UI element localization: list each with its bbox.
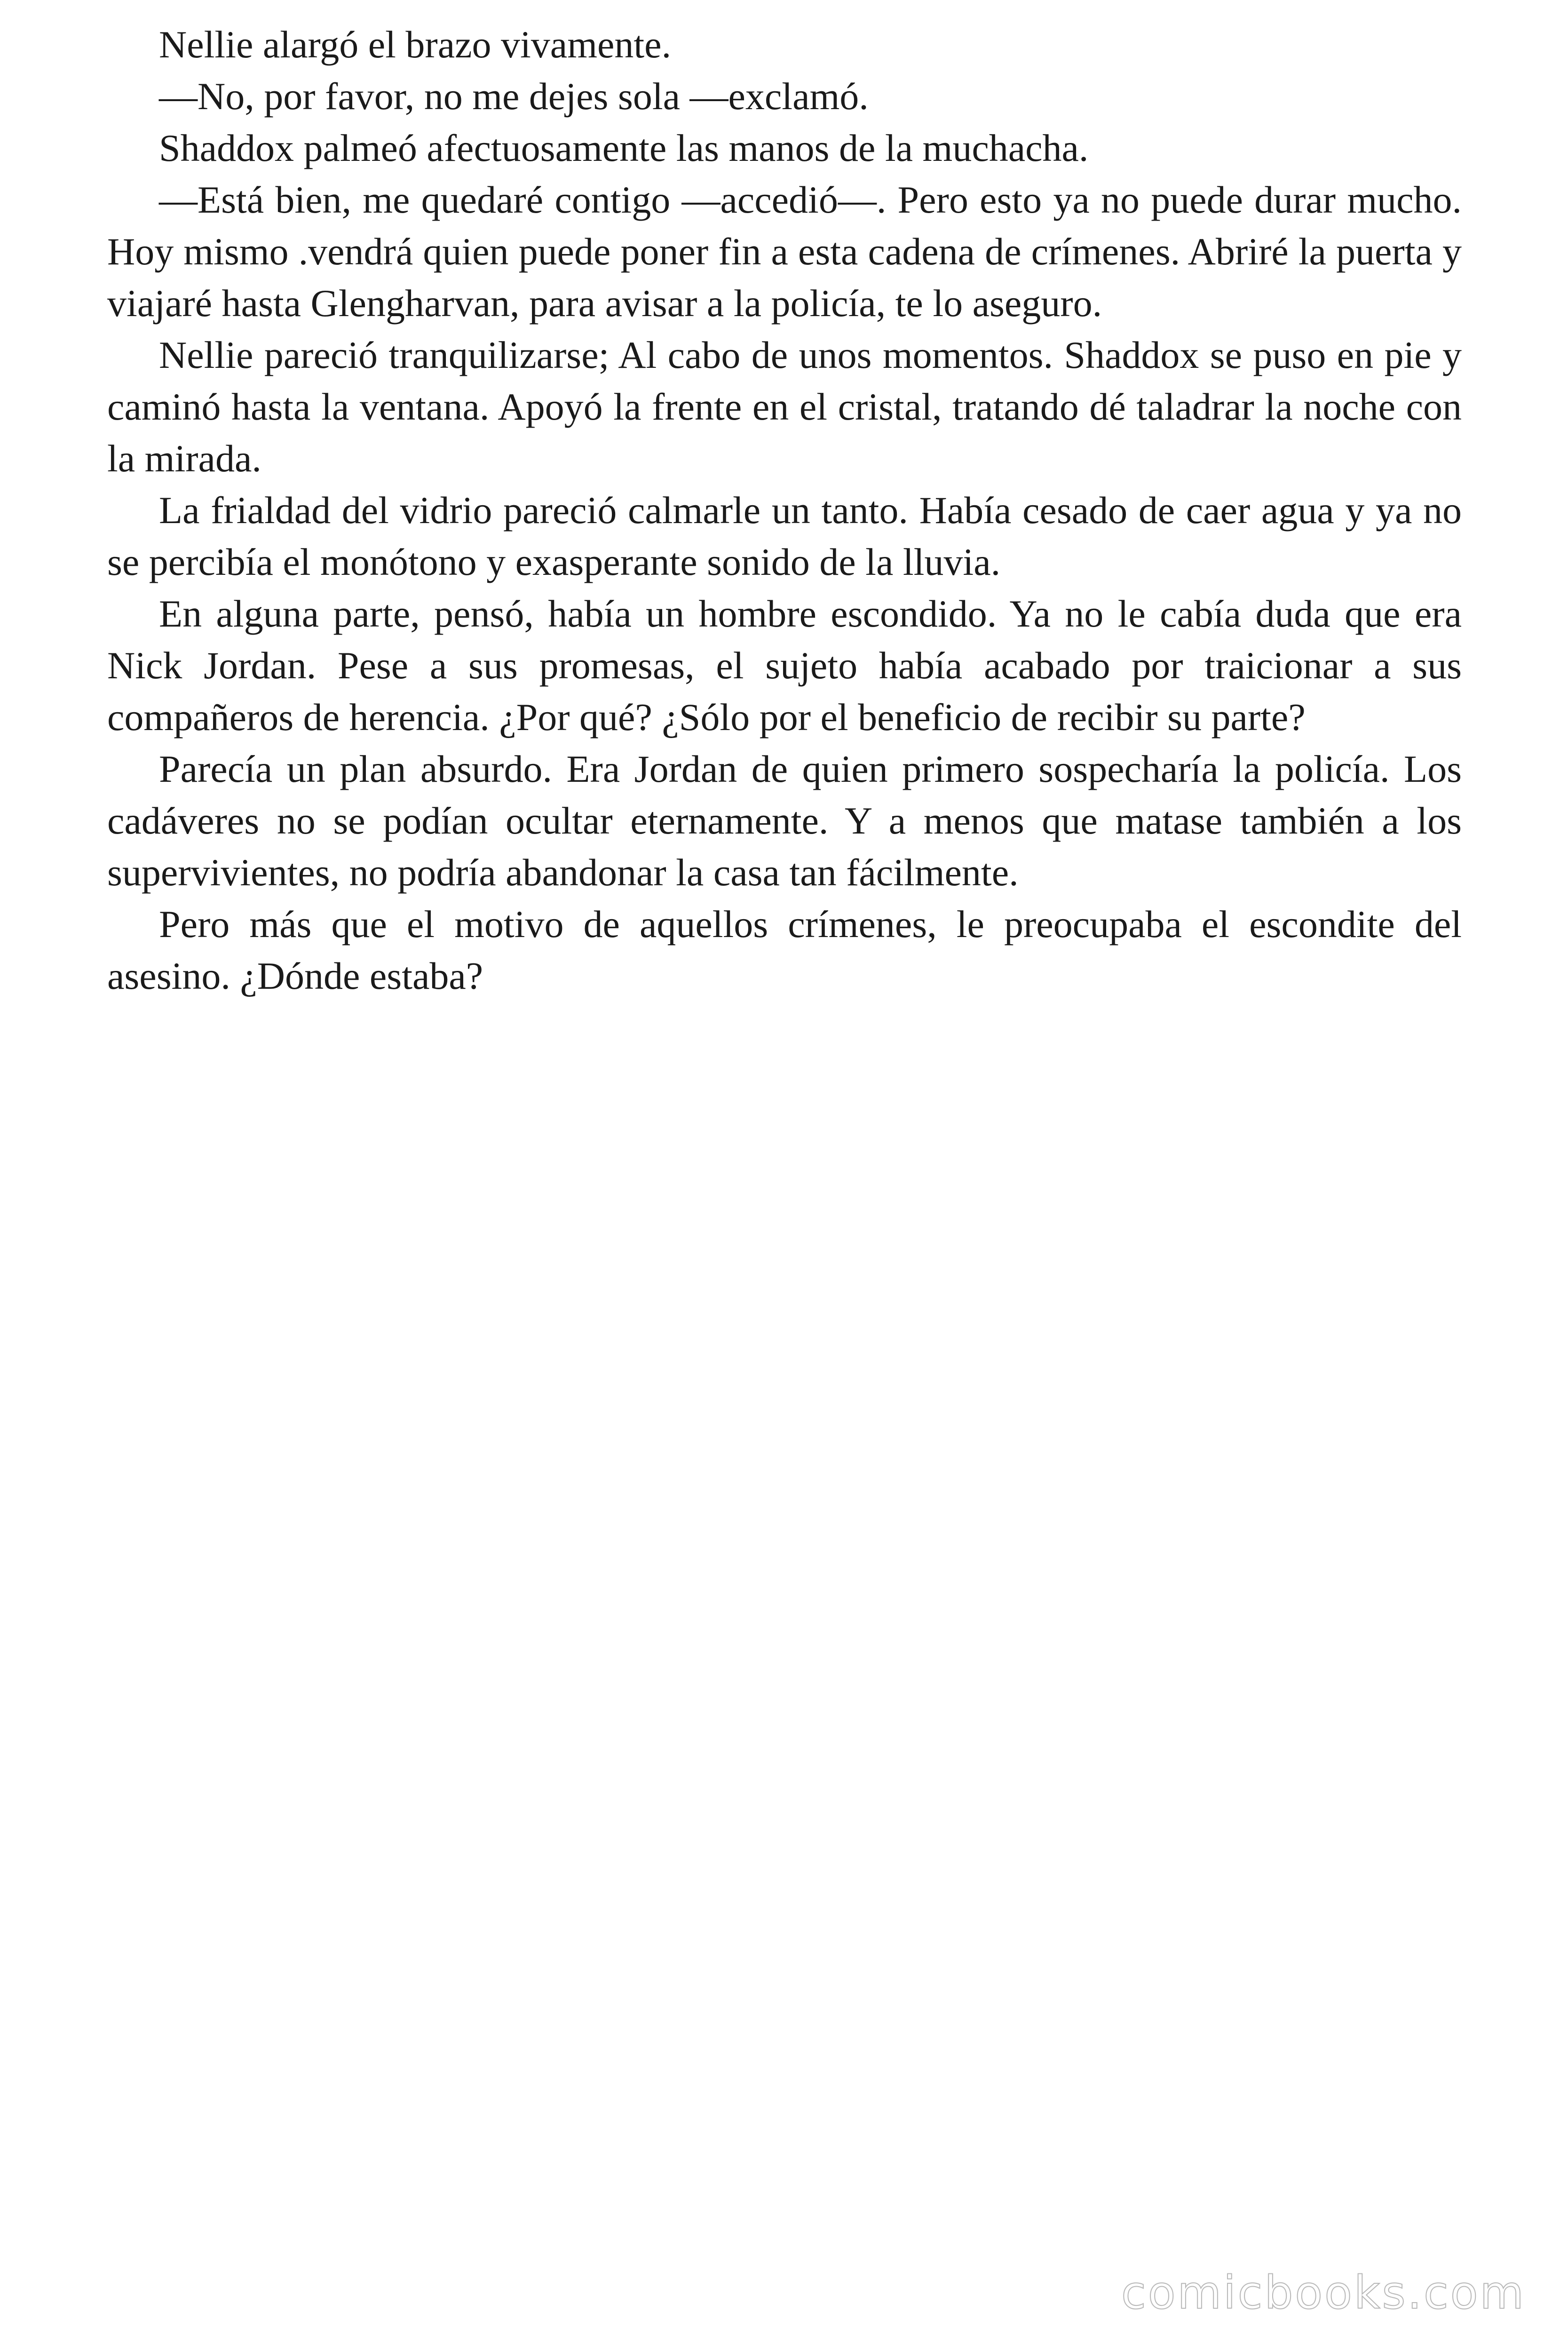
paragraph: Shaddox palmeó afectuosamente las manos de la muchacha. [159,127,1089,169]
paragraph: En alguna parte, pensó, había un hombre escondido. Ya no le cabía duda que era Nick Jordan. Pese a sus promesas, el sujeto había acabado por traicionar a sus compañeros de herencia. ¿Por qué? ¿Sólo por el beneficio de recibir su parte? [107,592,1462,739]
body-text [107,19,1462,1002]
watermark: comicbooks.com [1121,2266,1526,2319]
paragraph: Nellie alargó el brazo vivamente. [159,23,672,66]
paragraph: —No, por favor, no me dejes sola —exclamó. [159,75,869,118]
paragraph: Pero más que el motivo de aquellos crímenes, le preocupaba el escondite del asesino. ¿Dónde estaba? [107,903,1462,997]
paragraph: Nellie pareció tranquilizarse; Al cabo de unos momentos. Shaddox se puso en pie y caminó hasta la ventana. Apoyó la frente en el cristal, tratando dé taladrar la noche con la mirada. [107,334,1462,480]
paragraph: La frialdad del vidrio pareció calmarle un tanto. Había cesado de caer agua y ya no se percibía el monótono y exasperante sonido de la lluvia. [107,489,1462,583]
paragraph: Parecía un plan absurdo. Era Jordan de quien primero sospecharía la policía. Los cadáveres no se podían ocultar eternamente. Y a menos que matase también a los supervivientes, no podría abandonar la casa tan fácilmente. [107,747,1462,894]
paragraph: —Está bien, me quedaré contigo —accedió—. Pero esto ya no puede durar mucho. Hoy mismo .vendrá quien puede poner fin a esta cadena de crímenes. Abriré la puerta y viajaré hasta Glengharvan, para avisar a la policía, te lo aseguro. [107,178,1462,325]
